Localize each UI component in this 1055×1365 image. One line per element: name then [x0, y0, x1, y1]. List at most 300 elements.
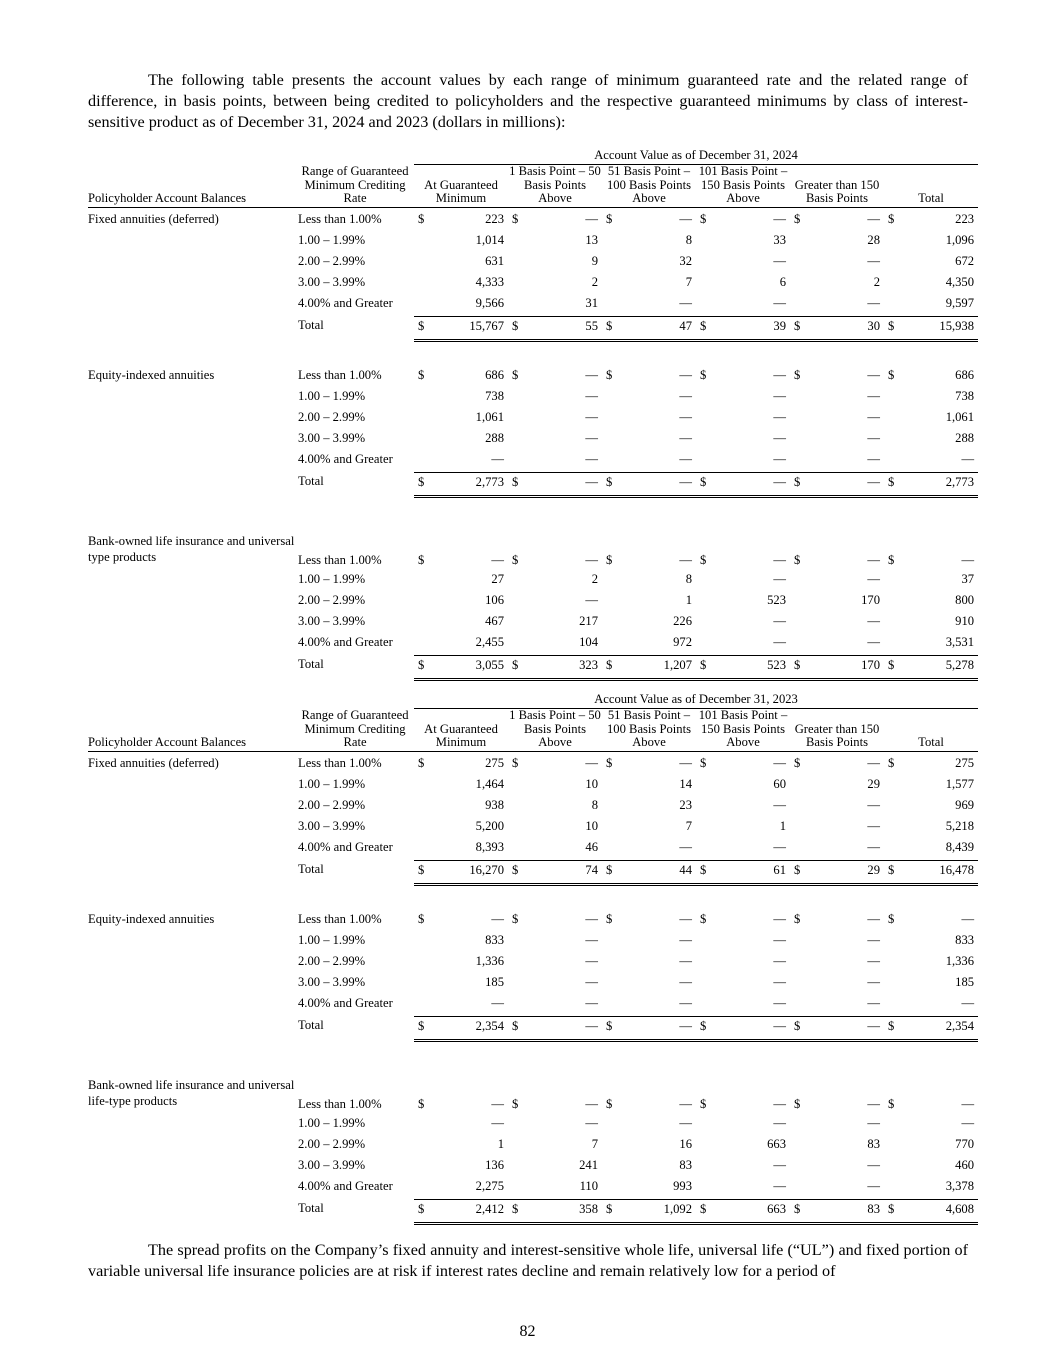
- empty-cell: [88, 232, 296, 253]
- currency-symbol: [508, 932, 526, 953]
- header-range: Range of Guaranteed Minimum Crediting Rate: [296, 709, 414, 752]
- currency-symbol: [602, 1157, 620, 1178]
- total-label: Total: [298, 1201, 324, 1216]
- value-cell: —: [867, 1115, 880, 1130]
- value-cell: —: [679, 911, 692, 926]
- total-value-cell: —: [526, 1016, 602, 1040]
- value-cell: —: [679, 1115, 692, 1130]
- value-cell: —: [902, 995, 978, 1017]
- header-total: Total: [884, 709, 978, 752]
- total-row: [88, 1016, 978, 1040]
- currency-symbol: [414, 1157, 432, 1178]
- currency-symbol: $: [700, 911, 707, 926]
- range-label: 3.00 – 3.99%: [298, 818, 366, 833]
- range-label: 3.00 – 3.99%: [298, 274, 366, 289]
- value-cell: —: [773, 430, 786, 445]
- span-header-row: [88, 148, 978, 165]
- value-cell: —: [961, 1096, 975, 1111]
- total-value-cell: 16,478: [902, 860, 978, 884]
- currency-symbol: [602, 295, 620, 317]
- currency-symbol: [884, 995, 902, 1017]
- value-cell: 938: [485, 797, 504, 812]
- range-label: 1.00 – 1.99%: [298, 388, 366, 403]
- header-at-min: At Guaranteed Minimum: [414, 709, 508, 752]
- currency-symbol: [602, 1178, 620, 1200]
- table-row: [88, 1178, 978, 1200]
- currency-symbol: [508, 232, 526, 253]
- value-cell: 7: [685, 818, 692, 833]
- currency-symbol: [696, 592, 714, 613]
- value-cell: —: [714, 295, 790, 317]
- table-row: [88, 1157, 978, 1178]
- currency-symbol: [508, 388, 526, 409]
- value-cell: 9: [591, 253, 598, 268]
- range-label: Less than 1.00%: [298, 755, 382, 770]
- value-cell: 217: [579, 613, 598, 628]
- value-cell: —: [773, 755, 786, 770]
- value-cell: —: [679, 430, 692, 445]
- account-value-title: Account Value as of December 31, 2024: [414, 148, 978, 165]
- currency-symbol: $: [418, 1096, 425, 1111]
- total-value-cell: 4,608: [902, 1199, 978, 1223]
- range-label: 4.00% and Greater: [298, 1178, 393, 1193]
- currency-symbol: $: [414, 472, 432, 496]
- value-cell: 1,336: [475, 953, 504, 968]
- currency-symbol: [508, 274, 526, 295]
- currency-symbol: [790, 776, 808, 797]
- currency-symbol: $: [512, 755, 519, 770]
- currency-symbol: [414, 592, 432, 613]
- value-cell: 29: [867, 776, 880, 791]
- currency-symbol: [696, 1115, 714, 1136]
- currency-symbol: [508, 995, 526, 1017]
- value-cell: —: [491, 1096, 504, 1111]
- header-at-min: At Guaranteed Minimum: [414, 165, 508, 208]
- currency-symbol: [884, 409, 902, 430]
- currency-symbol: $: [794, 1096, 801, 1111]
- empty-cell: [88, 316, 296, 340]
- value-cell: —: [867, 911, 880, 926]
- range-label: 4.00% and Greater: [298, 995, 393, 1010]
- currency-symbol: [790, 634, 808, 656]
- currency-symbol: [884, 797, 902, 818]
- currency-symbol: [508, 1115, 526, 1136]
- currency-symbol: [696, 797, 714, 818]
- value-cell: —: [585, 755, 598, 770]
- value-cell: —: [714, 634, 790, 656]
- currency-symbol: [696, 776, 714, 797]
- span-header-row: [88, 692, 978, 709]
- table-2023: [88, 692, 975, 1225]
- currency-symbol: [790, 995, 808, 1017]
- total-label: Total: [298, 657, 324, 672]
- column-header-row: [88, 709, 978, 752]
- value-cell: 969: [955, 797, 975, 812]
- currency-symbol: [414, 613, 432, 634]
- currency-symbol: [696, 451, 714, 473]
- currency-symbol: [414, 974, 432, 995]
- header-policyholder: Policyholder Account Balances: [88, 709, 296, 752]
- table-row: [88, 818, 978, 839]
- outro-paragraph: [88, 1240, 968, 1282]
- currency-symbol: $: [700, 211, 707, 226]
- currency-symbol: [696, 274, 714, 295]
- currency-symbol: $: [884, 1016, 902, 1040]
- value-cell: —: [902, 451, 978, 473]
- currency-symbol: $: [696, 472, 714, 496]
- currency-symbol: $: [794, 552, 801, 567]
- account-value-title: Account Value as of December 31, 2023: [414, 692, 978, 709]
- value-cell: 275: [485, 755, 504, 770]
- total-value-cell: 74: [526, 860, 602, 884]
- currency-symbol: [508, 430, 526, 451]
- currency-symbol: $: [696, 860, 714, 884]
- total-value-cell: 83: [808, 1199, 884, 1223]
- table-row: [88, 430, 978, 451]
- currency-symbol: $: [700, 367, 707, 382]
- currency-symbol: [414, 571, 432, 592]
- table-2024: [88, 148, 975, 681]
- range-label: Less than 1.00%: [298, 1096, 382, 1111]
- currency-symbol: [884, 613, 902, 634]
- currency-symbol: [508, 613, 526, 634]
- value-cell: 993: [620, 1178, 696, 1200]
- currency-symbol: $: [696, 655, 714, 679]
- table-row: [88, 571, 978, 592]
- value-cell: —: [867, 409, 880, 424]
- table-row: [88, 634, 978, 656]
- currency-symbol: $: [512, 552, 519, 567]
- header-bp101-150: 101 Basis Point – 150 Basis Points Above: [696, 709, 790, 752]
- empty-cell: [88, 295, 296, 317]
- currency-symbol: [696, 634, 714, 656]
- currency-symbol: $: [602, 472, 620, 496]
- currency-symbol: [414, 388, 432, 409]
- value-cell: —: [867, 797, 880, 812]
- currency-symbol: [884, 776, 902, 797]
- currency-symbol: [790, 1157, 808, 1178]
- total-value-cell: 2,773: [432, 472, 508, 496]
- currency-symbol: $: [418, 911, 425, 926]
- value-cell: 32: [679, 253, 692, 268]
- total-value-cell: 170: [808, 655, 884, 679]
- value-cell: —: [961, 1115, 975, 1130]
- table-row: [88, 1115, 978, 1136]
- intro-paragraph: [88, 70, 968, 133]
- value-cell: —: [773, 613, 786, 628]
- value-cell: —: [867, 974, 880, 989]
- currency-symbol: $: [884, 655, 902, 679]
- table-row: [88, 953, 978, 974]
- currency-symbol: [696, 613, 714, 634]
- value-cell: —: [491, 552, 504, 567]
- total-value-cell: —: [714, 1016, 790, 1040]
- value-cell: 4,333: [475, 274, 504, 289]
- currency-symbol: [602, 839, 620, 861]
- value-cell: —: [773, 571, 786, 586]
- value-cell: 800: [955, 592, 975, 607]
- value-cell: 1,061: [475, 409, 504, 424]
- total-value-cell: 16,270: [432, 860, 508, 884]
- currency-symbol: [414, 274, 432, 295]
- product-name: Fixed annuities (deferred): [88, 211, 219, 226]
- value-cell: 467: [485, 613, 504, 628]
- value-cell: 6: [779, 274, 786, 289]
- currency-symbol: [790, 232, 808, 253]
- currency-symbol: $: [606, 552, 613, 567]
- value-cell: —: [585, 388, 598, 403]
- currency-symbol: [696, 430, 714, 451]
- value-cell: 9,597: [902, 295, 978, 317]
- currency-symbol: [696, 1157, 714, 1178]
- total-value-cell: 2,354: [432, 1016, 508, 1040]
- currency-symbol: $: [794, 211, 801, 226]
- currency-symbol: [508, 839, 526, 861]
- value-cell: 31: [526, 295, 602, 317]
- currency-symbol: $: [606, 755, 613, 770]
- currency-symbol: [414, 995, 432, 1017]
- value-cell: —: [867, 932, 880, 947]
- value-cell: —: [679, 1096, 692, 1111]
- currency-symbol: [696, 932, 714, 953]
- value-cell: 275: [955, 755, 975, 770]
- empty-cell: [88, 953, 296, 974]
- value-cell: —: [773, 974, 786, 989]
- product-name: Equity-indexed annuities: [88, 367, 215, 382]
- currency-symbol: $: [888, 911, 895, 926]
- value-cell: 2: [591, 571, 598, 586]
- value-cell: —: [867, 253, 880, 268]
- currency-symbol: [508, 1157, 526, 1178]
- table-row: [88, 592, 978, 613]
- value-cell: 7: [685, 274, 692, 289]
- currency-symbol: [602, 776, 620, 797]
- currency-symbol: [508, 776, 526, 797]
- total-value-cell: 323: [526, 655, 602, 679]
- value-cell: —: [526, 451, 602, 473]
- currency-symbol: $: [414, 655, 432, 679]
- value-cell: 10: [585, 776, 598, 791]
- currency-symbol: $: [794, 911, 801, 926]
- value-cell: 672: [955, 253, 975, 268]
- total-value-cell: 15,938: [902, 316, 978, 340]
- table-row: [88, 776, 978, 797]
- value-cell: 1,096: [945, 232, 975, 247]
- value-cell: 910: [955, 613, 975, 628]
- group-spacer: [88, 884, 978, 908]
- total-value-cell: 358: [526, 1199, 602, 1223]
- value-cell: 110: [526, 1178, 602, 1200]
- value-cell: 3,531: [902, 634, 978, 656]
- value-cell: —: [808, 1178, 884, 1200]
- currency-symbol: $: [790, 1016, 808, 1040]
- value-cell: 4,350: [945, 274, 975, 289]
- total-label: Total: [298, 318, 324, 333]
- value-cell: 46: [526, 839, 602, 861]
- currency-symbol: $: [602, 655, 620, 679]
- value-cell: 738: [485, 388, 504, 403]
- value-cell: —: [585, 1115, 598, 1130]
- empty-cell: [88, 451, 296, 473]
- value-cell: —: [773, 953, 786, 968]
- currency-symbol: [884, 839, 902, 861]
- value-cell: 2: [873, 274, 880, 289]
- header-bp1-50: 1 Basis Point – 50 Basis Points Above: [508, 709, 602, 752]
- currency-symbol: [884, 1115, 902, 1136]
- blank-header: [88, 148, 414, 165]
- table-row: [88, 1064, 978, 1115]
- value-cell: 104: [526, 634, 602, 656]
- currency-symbol: [414, 253, 432, 274]
- value-cell: 16: [679, 1136, 692, 1151]
- currency-symbol: [508, 253, 526, 274]
- value-cell: 3,378: [902, 1178, 978, 1200]
- value-cell: 9,566: [432, 295, 508, 317]
- total-value-cell: 2,412: [432, 1199, 508, 1223]
- value-cell: —: [679, 409, 692, 424]
- currency-symbol: [790, 571, 808, 592]
- currency-symbol: [884, 430, 902, 451]
- range-label: 2.00 – 2.99%: [298, 592, 366, 607]
- currency-symbol: $: [696, 316, 714, 340]
- currency-symbol: $: [794, 367, 801, 382]
- currency-symbol: [414, 818, 432, 839]
- currency-symbol: $: [700, 755, 707, 770]
- range-label: 1.00 – 1.99%: [298, 232, 366, 247]
- empty-cell: [88, 1016, 296, 1040]
- empty-cell: [88, 388, 296, 409]
- table-row: [88, 797, 978, 818]
- value-cell: 770: [955, 1136, 975, 1151]
- currency-symbol: $: [888, 211, 895, 226]
- currency-symbol: $: [884, 1199, 902, 1223]
- product-name: Bank-owned life insurance and universal life-type products: [88, 1077, 295, 1108]
- currency-symbol: $: [414, 316, 432, 340]
- total-value-cell: 3,055: [432, 655, 508, 679]
- table-row: [88, 932, 978, 953]
- currency-symbol: $: [790, 860, 808, 884]
- currency-symbol: $: [414, 1199, 432, 1223]
- currency-symbol: [884, 932, 902, 953]
- total-value-cell: 44: [620, 860, 696, 884]
- empty-cell: [88, 1115, 296, 1136]
- currency-symbol: [696, 253, 714, 274]
- currency-symbol: [790, 253, 808, 274]
- currency-symbol: [414, 797, 432, 818]
- currency-symbol: [884, 253, 902, 274]
- value-cell: —: [585, 974, 598, 989]
- currency-symbol: [508, 451, 526, 473]
- value-cell: —: [620, 295, 696, 317]
- empty-cell: [88, 1157, 296, 1178]
- empty-cell: [88, 253, 296, 274]
- value-cell: 28: [867, 232, 880, 247]
- value-cell: 1,014: [475, 232, 504, 247]
- value-cell: 1,061: [945, 409, 975, 424]
- currency-symbol: $: [512, 211, 519, 226]
- currency-symbol: [884, 388, 902, 409]
- value-cell: 23: [679, 797, 692, 812]
- currency-symbol: [414, 1115, 432, 1136]
- currency-symbol: $: [790, 316, 808, 340]
- currency-symbol: $: [790, 655, 808, 679]
- currency-symbol: [508, 797, 526, 818]
- value-cell: 8: [685, 232, 692, 247]
- total-value-cell: 15,767: [432, 316, 508, 340]
- currency-symbol: [790, 1115, 808, 1136]
- empty-cell: [88, 776, 296, 797]
- currency-symbol: $: [790, 1199, 808, 1223]
- currency-symbol: $: [512, 1096, 519, 1111]
- currency-symbol: [884, 634, 902, 656]
- value-cell: 27: [491, 571, 504, 586]
- value-cell: —: [526, 995, 602, 1017]
- value-cell: —: [432, 451, 508, 473]
- currency-symbol: [602, 995, 620, 1017]
- currency-symbol: $: [418, 367, 425, 382]
- currency-symbol: [508, 592, 526, 613]
- currency-symbol: [602, 953, 620, 974]
- table-row: [88, 839, 978, 861]
- value-cell: —: [867, 818, 880, 833]
- currency-symbol: $: [512, 911, 519, 926]
- currency-symbol: [884, 818, 902, 839]
- currency-symbol: $: [696, 1016, 714, 1040]
- value-cell: 106: [485, 592, 504, 607]
- total-row: [88, 860, 978, 884]
- value-cell: 738: [955, 388, 975, 403]
- value-cell: 2,455: [432, 634, 508, 656]
- value-cell: 10: [585, 818, 598, 833]
- value-cell: —: [585, 953, 598, 968]
- value-cell: —: [867, 367, 880, 382]
- currency-symbol: [790, 613, 808, 634]
- total-row: [88, 1199, 978, 1223]
- currency-symbol: [696, 995, 714, 1017]
- currency-symbol: [790, 1178, 808, 1200]
- currency-symbol: [790, 839, 808, 861]
- value-cell: 185: [485, 974, 504, 989]
- currency-symbol: $: [414, 860, 432, 884]
- currency-symbol: [790, 295, 808, 317]
- spacer-cell: [88, 340, 978, 364]
- range-label: 1.00 – 1.99%: [298, 571, 366, 586]
- blank-header: [88, 692, 414, 709]
- outro-text: The spread profits on the Company’s fixed annuity and interest-sensitive whole life, universal life (“UL”) and fixed portion of variable universal life insurance policies are at risk if interest rates decline and remain relatively low for a period of: [88, 1241, 968, 1280]
- value-cell: 631: [485, 253, 504, 268]
- currency-symbol: [414, 451, 432, 473]
- value-cell: —: [585, 430, 598, 445]
- spacer-cell: [88, 1040, 978, 1064]
- value-cell: 288: [955, 430, 975, 445]
- currency-symbol: $: [794, 755, 801, 770]
- currency-symbol: [790, 953, 808, 974]
- currency-symbol: [790, 409, 808, 430]
- value-cell: —: [773, 932, 786, 947]
- total-value-cell: 2,354: [902, 1016, 978, 1040]
- value-cell: —: [773, 211, 786, 226]
- value-cell: 170: [861, 592, 880, 607]
- value-cell: —: [867, 571, 880, 586]
- currency-symbol: [884, 1178, 902, 1200]
- value-cell: —: [867, 953, 880, 968]
- value-cell: —: [585, 592, 598, 607]
- value-cell: 37: [961, 571, 975, 586]
- total-label: Total: [298, 862, 324, 877]
- total-value-cell: 1,092: [620, 1199, 696, 1223]
- currency-symbol: $: [700, 1096, 707, 1111]
- currency-symbol: [696, 839, 714, 861]
